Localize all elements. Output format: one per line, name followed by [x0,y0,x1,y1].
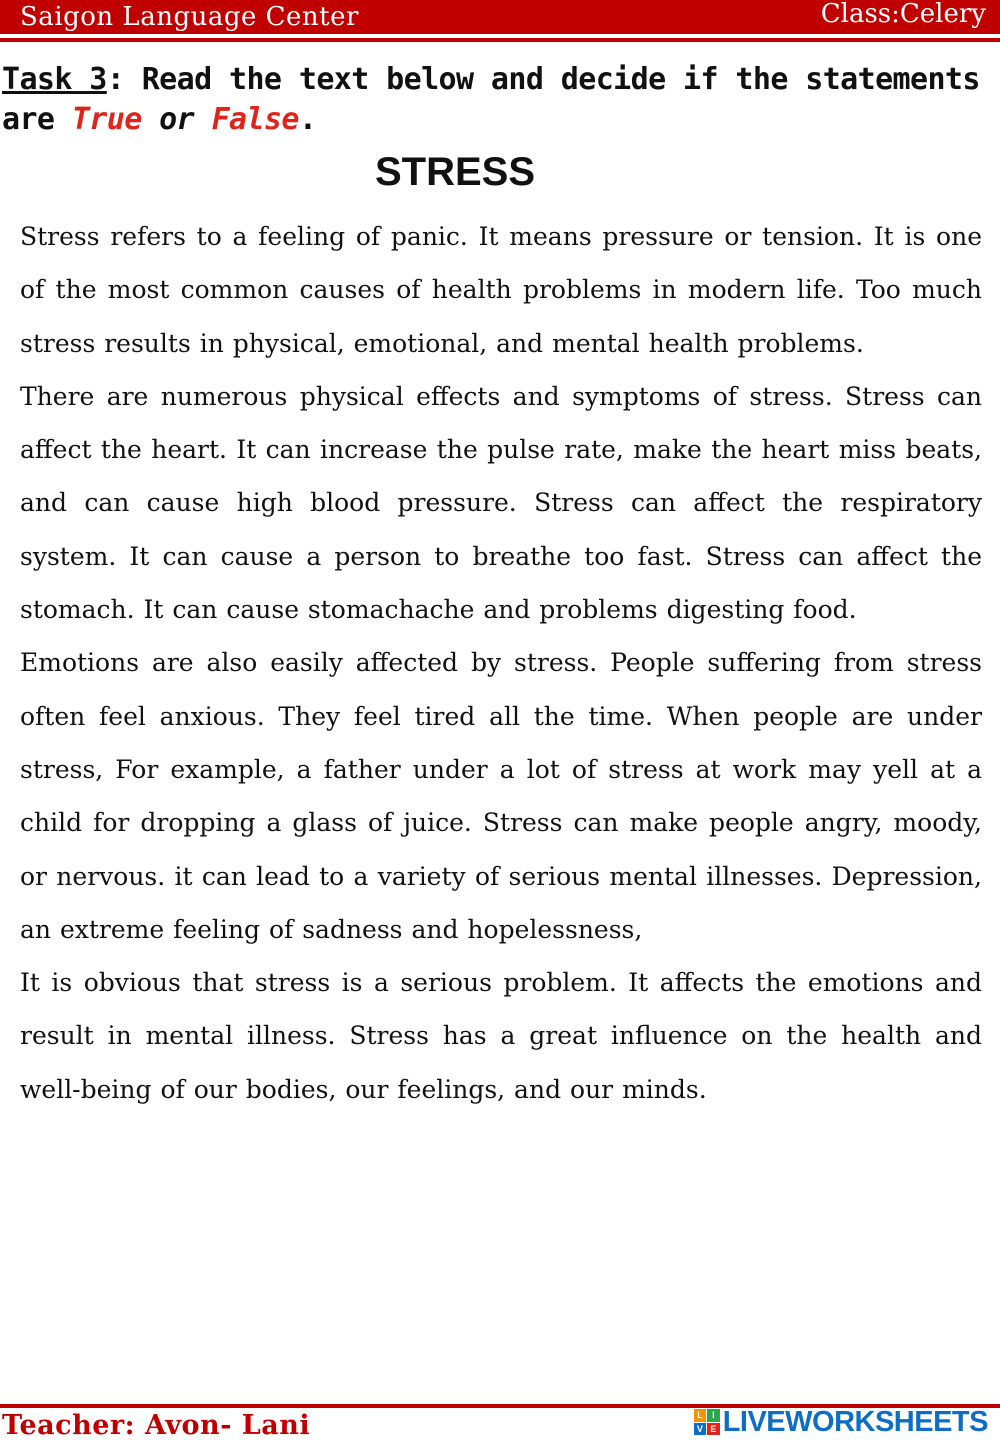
logo-letter: V [694,1423,707,1436]
liveworksheets-logo [694,1406,988,1438]
task-end: . [298,102,317,137]
liveworksheets-icon [694,1409,720,1435]
or-word: or [141,102,212,137]
header-divider [0,38,1000,42]
article-body [20,210,982,1116]
paragraph-2: There are numerous physical effects and symptoms of stress. Stress can affect the heart. It can increase the pulse rate, make the heart miss beats, and can cause high blood pressure. Stress can affect the respiratory system. It can cause a person to breathe too fast. Stress can affect the stomach. It can cause stomachache and problems digesting food. [20,381,982,625]
logo-letter: E [707,1423,720,1436]
logo-letter: L [694,1409,707,1422]
task-instruction [2,60,998,140]
class-label: Class:Celery [820,0,986,29]
true-word: True [71,102,142,137]
teacher-name: Teacher: Avon- Lani [2,1410,311,1441]
article-title: STRESS [374,150,536,194]
task-label: Task 3 [2,62,107,97]
false-word: False [211,102,299,137]
paragraph-1: Stress refers to a feeling of panic. It means pressure or tension. It is one of the most common causes of health problems in modern life. Too much stress results in physical, emotional, and mental health problems. [20,222,982,358]
paragraph-3: Emotions are also easily affected by stress. People suffering from stress often feel anxious. They feel tired all the time. When people are under stress, For example, a father under a lot of stress at work may yell at a child for dropping a glass of juice. Stress can make people angry, moody, or nervous. it can lead to a variety of serious mental illnesses. Depression, an extreme feeling of sadness and hopelessness, [20,648,982,944]
school-name: Saigon Language Center [20,2,359,32]
task-instruction-text: : Read the text below and decide if the statements are [2,62,980,137]
logo-letter: I [707,1409,720,1422]
liveworksheets-text: LIVEWORKSHEETS [722,1406,988,1438]
paragraph-4: It is obvious that stress is a serious problem. It affects the emotions and result in mental illness. Stress has a great influence on the health and well-being of our bodies, our feelings, and our minds. [20,968,982,1104]
header-bar [0,0,1000,34]
